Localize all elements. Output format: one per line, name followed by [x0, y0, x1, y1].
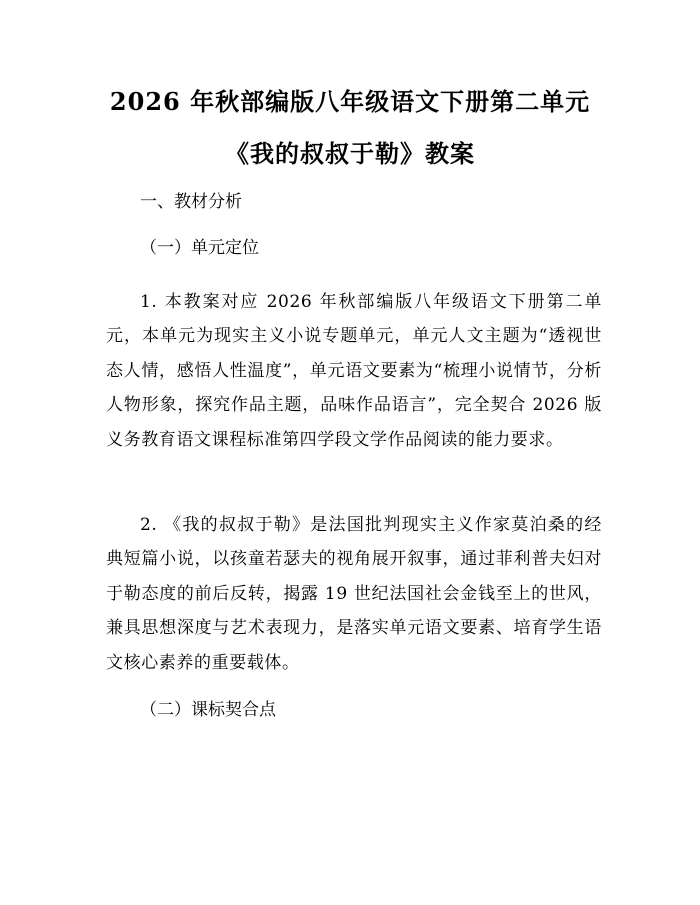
paragraph-1: 1. 本教案对应 2026 年秋部编版八年级语文下册第二单元，本单元为现实主义小说专题单元，单元人文主题为“透视世态人情，感悟人性温度”，单元语文要素为“梳理小说情节，分析人物形象，探究作品主题，品味作品语言”，完全契合 2026 版义务教育语文课程标准第四学段文学作品阅读的能力要求。: [106, 292, 602, 450]
section-heading-textbook-analysis: 一、教材分析: [140, 192, 242, 212]
paragraph-2: 2. 《我的叔叔于勒》是法国批判现实主义作家莫泊桑的经典短篇小说，以孩童若瑟夫的视角展开叙事，通过菲利普夫妇对于勒态度的前后反转，揭露 19 世纪法国社会金钱至上的世风，兼具思想深度与艺术表现力，是落实单元语文要素、培育学生语文核心素养的重要载体。: [106, 515, 602, 673]
document-title-line-2: 《我的叔叔于勒》教案: [225, 139, 475, 168]
subsection-heading-curriculum-alignment: （二）课标契合点: [140, 700, 276, 720]
document-title-line-1: 2026 年秋部编版八年级语文下册第二单元: [109, 87, 591, 116]
subsection-heading-unit-positioning: （一）单元定位: [140, 238, 259, 258]
